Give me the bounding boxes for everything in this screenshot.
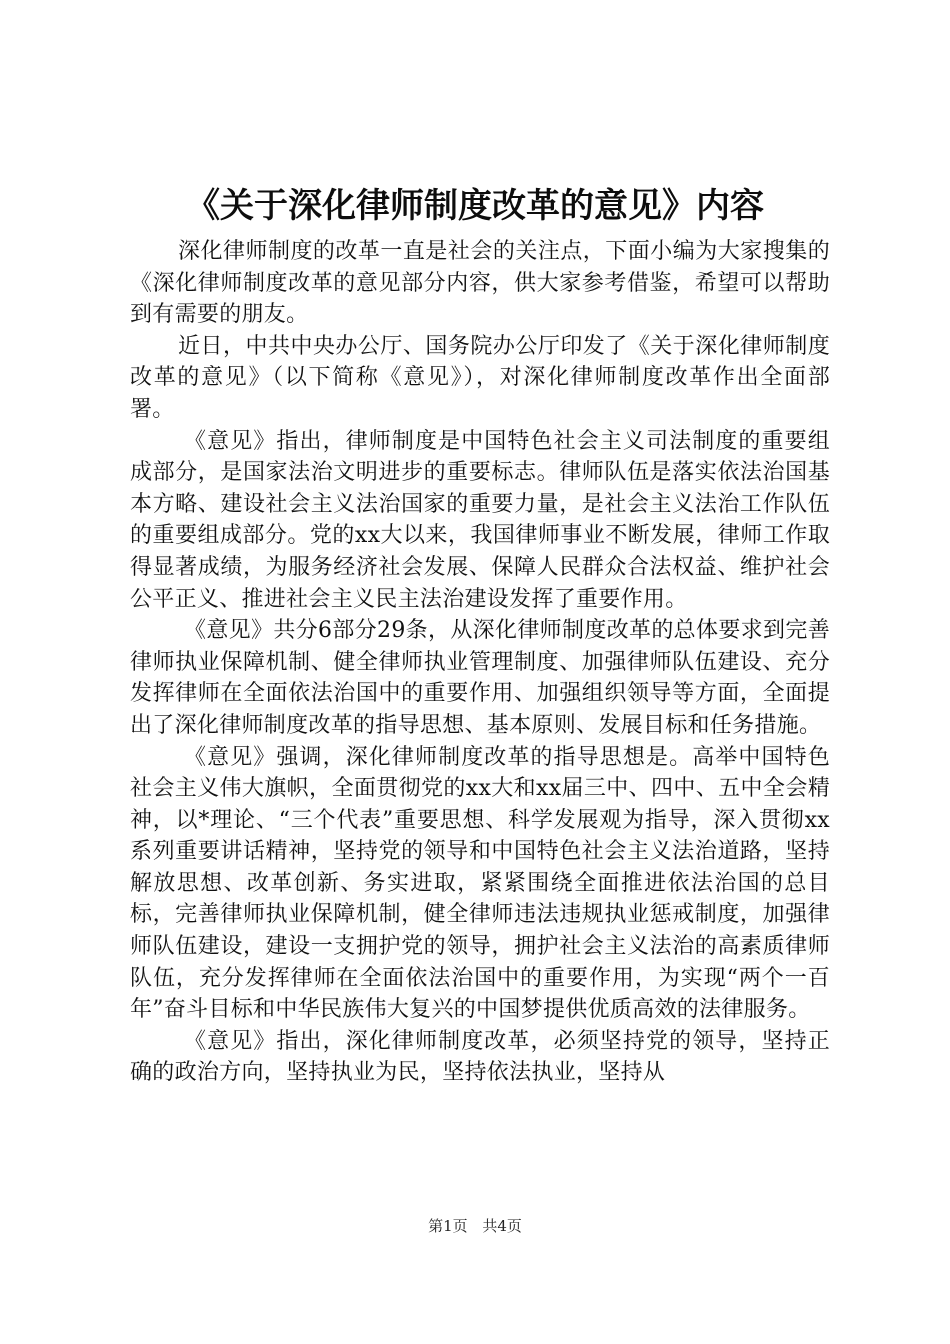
paragraph-announcement: 近日，中共中央办公厅、国务院办公厅印发了《关于深化律师制度改革的意见》（以下简称《意见》），对深化律师制度改革作出全面部署。 <box>130 333 830 422</box>
document-body <box>130 236 830 1089</box>
document-title: 《关于深化律师制度改革的意见》内容 <box>186 186 764 226</box>
paragraph-intro: 深化律师制度的改革一直是社会的关注点，下面小编为大家搜集的《深化律师制度改革的意见部分内容，供大家参考借鉴，希望可以帮助到有需要的朋友。 <box>130 239 830 328</box>
paragraph-guiding-thought: 《意见》强调，深化律师制度改革的指导思想是。高举中国特色社会主义伟大旗帜，全面贯彻党的xx大和xx届三中、四中、五中全会精神，以*理论、“三个代表”重要思想、科学发展观为指导，深入贯彻xx系列重要讲话精神，坚持党的领导和中国特色社会主义法治道路，坚持解放思想、改革创新、务实进取，紧紧围绕全面推进依法治国的总目标，完善律师执业保障机制，健全律师违法违规执业惩戒制度，加强律师队伍建设，建设一支拥护党的领导，拥护社会主义法治的高素质律师队伍，充分发挥律师在全面依法治国中的重要作用，为实现“两个一百年”奋斗目标和中华民族伟大复兴的中国梦提供优质高效的法律服务。 <box>130 744 830 1023</box>
paragraph-structure: 《意见》共分6部分29条，从深化律师制度改革的总体要求到完善律师执业保障机制、健全律师执业管理制度、加强律师队伍建设、充分发挥律师在全面依法治国中的重要作用、加强组织领导等方面，全面提出了深化律师制度改革的指导思想、基本原则、发展目标和任务措施。 <box>130 618 830 738</box>
paragraph-principles: 《意见》指出，深化律师制度改革，必须坚持党的领导，坚持正确的政治方向，坚持执业为民，坚持依法执业，坚持从 <box>130 1028 830 1086</box>
page-total: 共4页 <box>482 1217 522 1235</box>
paragraph-significance: 《意见》指出，律师制度是中国特色社会主义司法制度的重要组成部分，是国家法治文明进步的重要标志。律师队伍是落实依法治国基本方略、建设社会主义法治国家的重要力量，是社会主义法治工作队伍的重要组成部分。党的xx大以来，我国律师事业不断发展，律师工作取得显著成绩，为服务经济社会发展、保障人民群众合法权益、维护社会公平正义、推进社会主义民主法治建设发挥了重要作用。 <box>130 428 830 612</box>
page-footer <box>0 1216 950 1236</box>
page-number: 第1页 <box>428 1217 468 1235</box>
